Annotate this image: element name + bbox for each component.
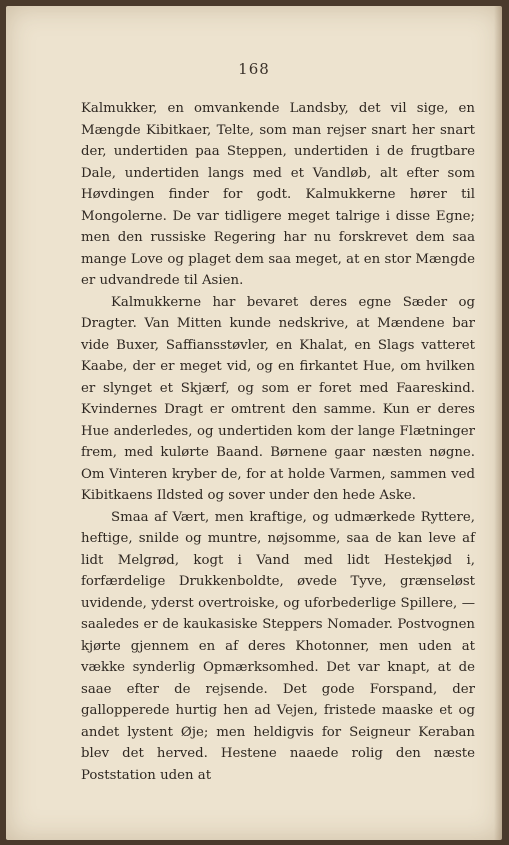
- body-text: [81, 98, 475, 786]
- page-number: 168: [238, 60, 270, 78]
- paragraph-2: Kalmukkerne har bevaret deres egne Sæder og Dragter. Van Mitten kunde nedskrive, at Mændene bar vide Buxer, Saffiansstøvler, en Khalat, en Slags vatteret Kaabe, der er meget vid, og en firkantet Hue, om hvilken er slynget et Skjærf, og som er foret med Faareskind. Kvindernes Dragt er omtrent den samme. Kun er deres Hue anderledes, og undertiden kom der lange Flætninger frem, med kulørte Baand. Børnene gaar næsten nøgne. Om Vinteren kryber de, for at holde Varmen, sammen ved Kibitkaens Ildsted og sover under den hede Aske.: [81, 294, 475, 503]
- page-edge-shadow: [494, 6, 502, 840]
- paragraph-3: Smaa af Vært, men kraftige, og udmærkede Ryttere, heftige, snilde og muntre, nøjsomme, saa de kan leve af lidt Melgrød, kogt i Vand med lidt Hestekjød i, forfærdelige Drukkenboldte, øvede Tyve, grænseløst uvidende, yderst overtroiske, og uforbederlige Spillere, — saaledes er de kaukasiske Steppers Nomader. Postvognen kjørte gjennem en af deres Khotonner, men uden at vække synderlig Opmærksomhed. Det var knapt, at de saae efter de rejsende. Det gode Forspand, der gallopperede hurtig hen ad Vejen, fristede maaske et og andet lystent Øje; men heldigvis for Seigneur Keraban blev det herved. Hestene naaede rolig den næste Poststation uden at: [81, 509, 475, 783]
- paragraph-1: Kalmukker, en omvankende Landsby, det vil sige, en Mængde Kibitkaer, Telte, som man rejser snart her snart der, undertiden paa Steppen, undertiden i de frugtbare Dale, undertiden langs med et Vandløb, alt efter som Høvdingen finder for godt. Kalmukkerne hører til Mongolerne. De var tidligere meget talrige i disse Egne; men den russiske Regering har nu forskrevet dem saa mange Love og plaget dem saa meget, at en stor Mængde er udvandrede til Asien.: [81, 101, 475, 288]
- book-page: [6, 6, 502, 840]
